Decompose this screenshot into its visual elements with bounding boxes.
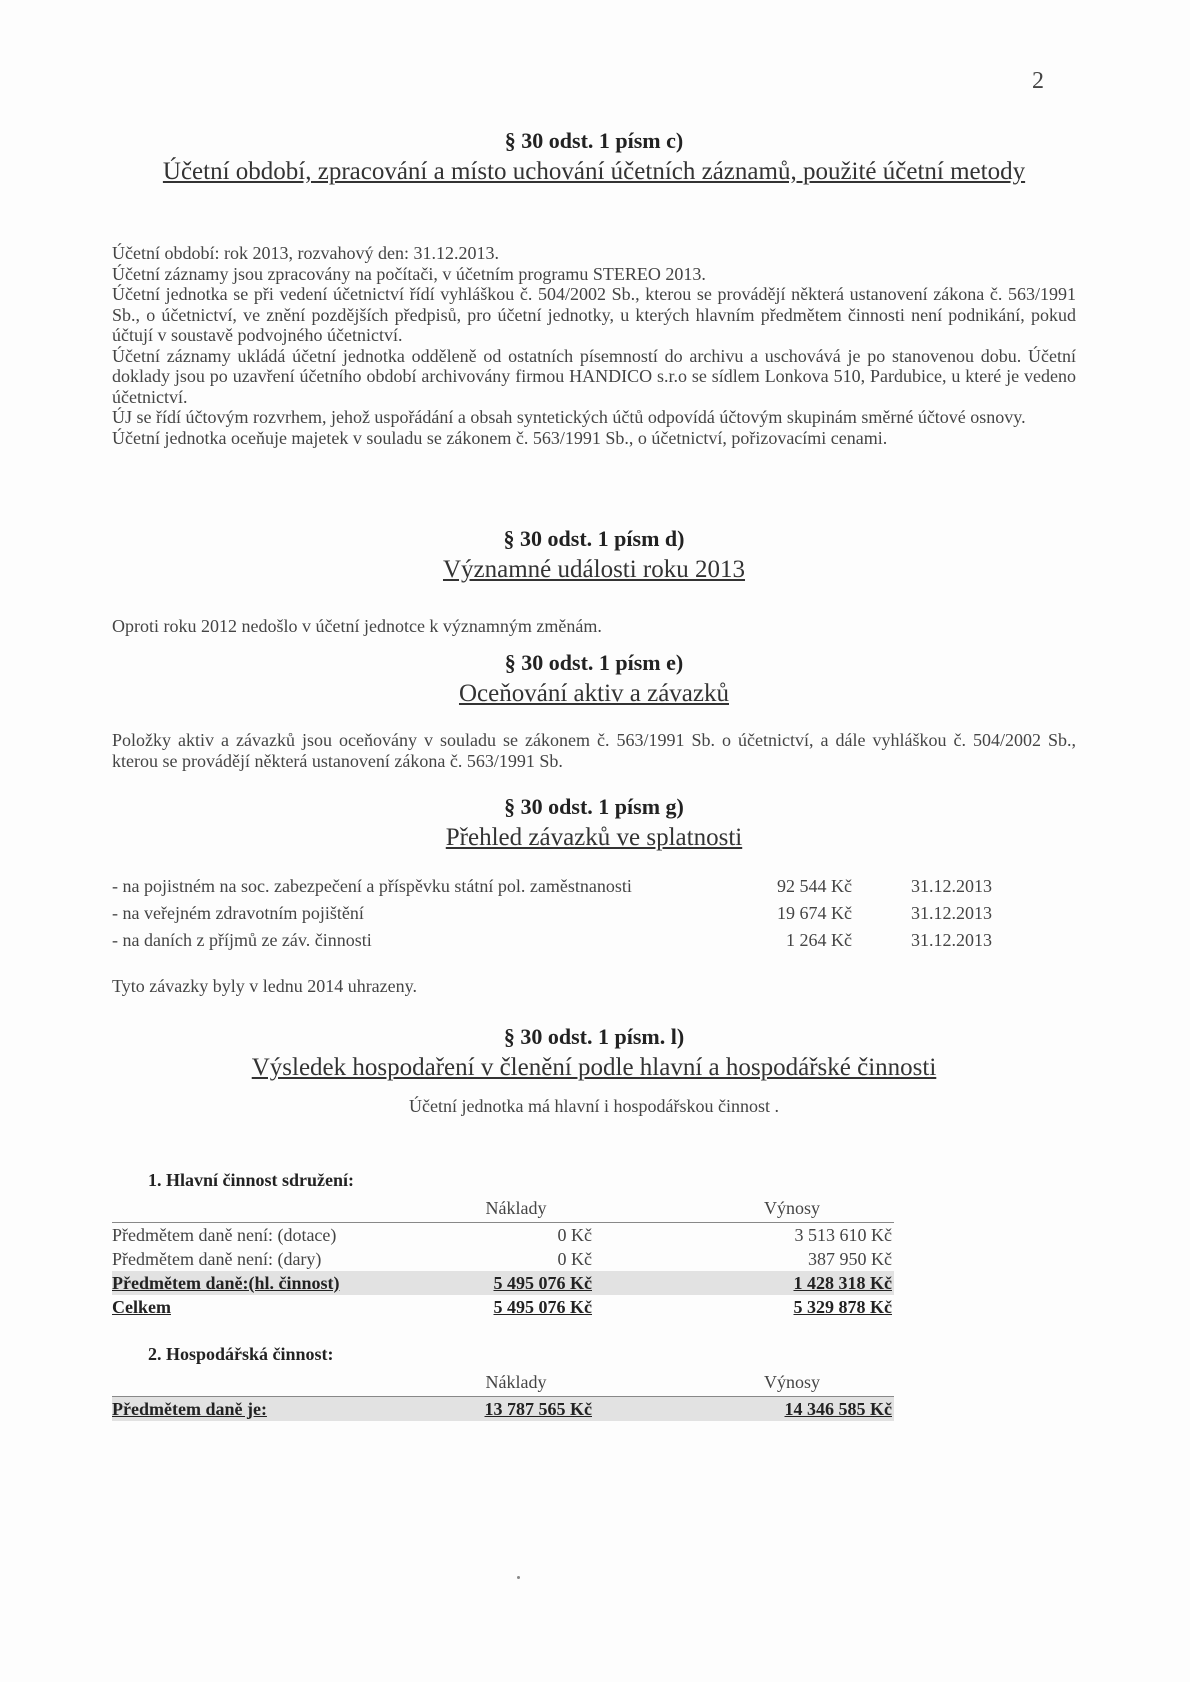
- row-label: Předmětem daně je:: [112, 1399, 267, 1419]
- section-title: Výsledek hospodaření v členění podle hlavní a hospodářské činnosti: [251, 1054, 937, 1081]
- significant-events-text: Oproti roku 2012 nedošlo v účetní jednotce k významným změnám.: [112, 616, 602, 636]
- paragraph: Účetní záznamy jsou zpracovány na počítači, v účetním programu STEREO 2013.: [112, 263, 706, 284]
- row-label: Předmětem daně není: (dary): [112, 1249, 322, 1269]
- paragraph: Účetní jednotka se při vedení účetnictví řídí vyhláškou č. 504/2002 Sb., kterou se provádějí některá ustanovení zákona č. 563/1991 Sb., o účetnictví, ve znění pozdějších předpisů, pro účetní jednotky, u kterých hlavním předmětem činnosti není podnikání, pokud účtují v soustavě podvojného účetnictví.: [112, 284, 1076, 345]
- section-liabilities: [112, 794, 1076, 852]
- valuation-text: Položky aktiv a závazků jsou oceňovány v souladu se zákonem č. 563/1991 Sb. o účetnictví, a dále vyhláškou č. 504/2002 Sb., kterou se provádějí některá ustanovení zákona č. 563/1991 Sb.: [112, 730, 1076, 771]
- liability-label: - na daních z příjmů ze záv. činnosti: [112, 930, 372, 950]
- paragraph: ÚJ se řídí účtovým rozvrhem, jehož uspořádání a obsah syntetických účtů odpovídá účtovým skupinám směrné účtové osnovy.: [112, 407, 1026, 427]
- revenues-value: 1 428 318 Kč: [793, 1273, 892, 1293]
- page-number: 2: [1032, 68, 1044, 94]
- costs-value: 0 Kč: [557, 1225, 592, 1245]
- costs-value: 5 495 076 Kč: [493, 1297, 592, 1317]
- liabilities-note: Tyto závazky byly v lednu 2014 uhrazeny.: [112, 976, 417, 996]
- section-accounting-period: [112, 128, 1076, 186]
- section-reference: § 30 odst. 1 písm d): [503, 526, 685, 551]
- table-row: [112, 1271, 894, 1295]
- column-header-revenues: Výnosy: [763, 1372, 820, 1392]
- revenues-value: 14 346 585 Kč: [784, 1399, 892, 1419]
- liability-label: - na pojistném na soc. zabezpečení a příspěvku státní pol. zaměstnanosti: [112, 876, 632, 896]
- revenues-value: 387 950 Kč: [808, 1249, 892, 1269]
- costs-value: 5 495 076 Kč: [493, 1273, 592, 1293]
- table-heading: 2. Hospodářská činnost:: [148, 1344, 334, 1364]
- business-activity-table: [112, 1344, 894, 1421]
- section-reference: § 30 odst. 1 písm. l): [503, 1024, 685, 1049]
- main-activity-table: [112, 1170, 894, 1319]
- liability-date: 31.12.2013: [911, 930, 992, 950]
- section-title: Významné události roku 2013: [442, 556, 746, 583]
- row-label: Předmětem daně:(hl. činnost): [112, 1273, 340, 1293]
- paragraph: Účetní záznamy ukládá účetní jednotka odděleně od ostatních písemností do archivu a uschovává je po stanovenou dobu. Účetní doklady jsou po uzavření účetního období archivovány firmou HANDICO s.r.o se sídlem Lonkova 510, Pardubice, u které je vedeno účetnictví.: [112, 345, 1076, 407]
- table-total-row: [112, 1295, 894, 1319]
- row-label: Předmětem daně není: (dotace): [112, 1225, 337, 1245]
- results-intro: Účetní jednotka má hlavní i hospodářskou činnost .: [409, 1096, 779, 1116]
- table-row: [112, 1223, 894, 1247]
- table-header: [112, 1370, 894, 1397]
- liability-row: [112, 903, 992, 930]
- liability-date: 31.12.2013: [911, 876, 992, 896]
- table-heading: 1. Hlavní činnost sdružení:: [148, 1170, 355, 1190]
- table-row: [112, 1397, 894, 1421]
- section-reference: § 30 odst. 1 písm g): [504, 794, 684, 819]
- column-header-costs: Náklady: [485, 1198, 547, 1218]
- liability-amount: 19 674 Kč: [777, 903, 852, 923]
- scan-dot: [517, 1576, 520, 1579]
- liability-amount: 92 544 Kč: [777, 876, 852, 896]
- section-results: [112, 1024, 1076, 1082]
- column-header-revenues: Výnosy: [763, 1198, 820, 1218]
- paragraph: Účetní jednotka oceňuje majetek v souladu se zákonem č. 563/1991 Sb., o účetnictví, pořizovacími cenami.: [112, 427, 888, 448]
- table-row: [112, 1247, 894, 1271]
- liability-amount: 1 264 Kč: [786, 930, 852, 950]
- section-reference: § 30 odst. 1 písm c): [504, 128, 684, 153]
- row-label: Celkem: [112, 1297, 171, 1317]
- section-title: Přehled závazků ve splatnosti: [445, 824, 743, 851]
- liability-row: [112, 876, 992, 903]
- liability-label: - na veřejném zdravotním pojištění: [112, 903, 364, 923]
- section-significant-events: [112, 526, 1076, 584]
- costs-value: 0 Kč: [557, 1249, 592, 1269]
- paragraph: Účetní období: rok 2013, rozvahový den: 31.12.2013.: [112, 243, 499, 263]
- section-valuation: [112, 650, 1076, 708]
- liability-date: 31.12.2013: [911, 903, 992, 923]
- section-title: Oceňování aktiv a závazků: [458, 680, 729, 707]
- revenues-value: 3 513 610 Kč: [794, 1225, 892, 1245]
- table-header: [112, 1196, 894, 1223]
- column-header-costs: Náklady: [485, 1372, 547, 1392]
- costs-value: 13 787 565 Kč: [484, 1399, 592, 1419]
- liability-row: [112, 930, 992, 957]
- revenues-value: 5 329 878 Kč: [793, 1297, 892, 1317]
- liabilities-list: [112, 876, 992, 957]
- accounting-paragraphs: [112, 243, 1076, 448]
- section-reference: § 30 odst. 1 písm e): [504, 650, 684, 675]
- section-title: Účetní období, zpracování a místo uchování účetních záznamů, použité účetní metody: [162, 158, 1026, 185]
